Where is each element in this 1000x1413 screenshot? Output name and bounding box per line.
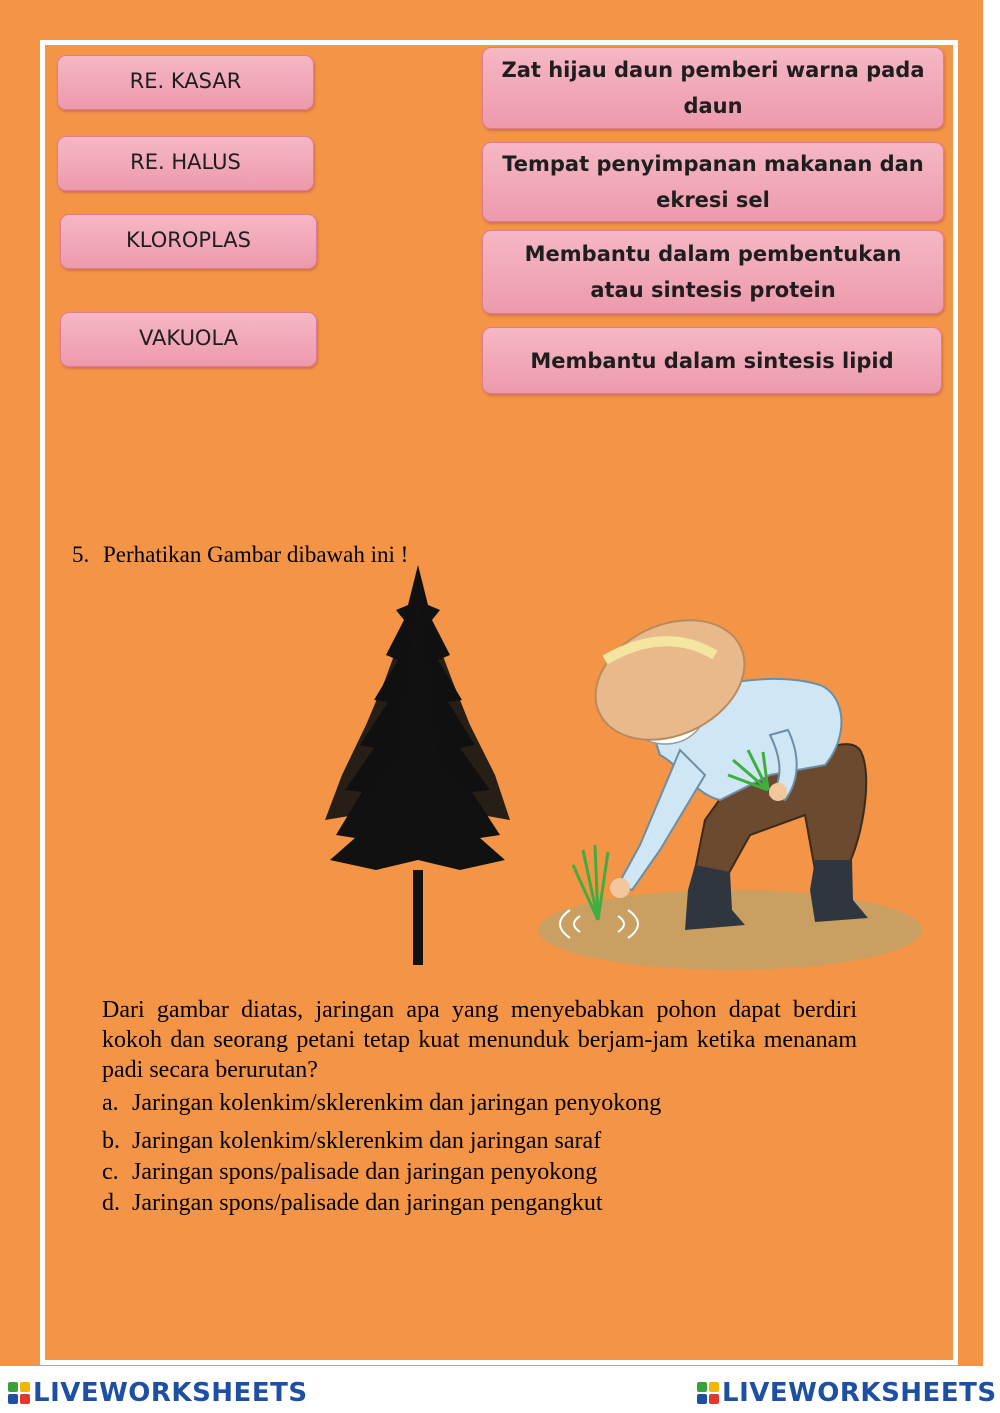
option-d[interactable] xyxy=(102,1188,603,1218)
question-text: Dari gambar diatas, jaringan apa yang menyebabkan pohon dapat berdiri kokoh dan seorang petani tetap kuat menunduk berjam-jam ketika menanam padi secara berurutan? xyxy=(102,997,857,1083)
option-label: a. xyxy=(102,1090,119,1116)
term-re-kasar[interactable]: RE. KASAR xyxy=(57,55,314,110)
option-b[interactable] xyxy=(102,1126,601,1156)
brand-left-text: LIVEWORKSHEETS xyxy=(33,1378,308,1408)
liveworksheets-logo-icon xyxy=(697,1382,719,1404)
option-label: b. xyxy=(102,1128,120,1154)
option-text: Jaringan kolenkim/sklerenkim dan jaringan penyokong xyxy=(132,1090,662,1116)
option-label: c. xyxy=(102,1159,119,1185)
brand-right-text: LIVEWORKSHEETS xyxy=(722,1378,997,1408)
term-kloroplas[interactable]: KLOROPLAS xyxy=(60,214,317,269)
page-edge-strip xyxy=(983,0,1000,1366)
brand-right[interactable] xyxy=(697,1378,997,1408)
pine-tree-silhouette xyxy=(325,565,510,965)
option-text: Jaringan spons/palisade dan jaringan penyokong xyxy=(132,1159,598,1185)
brand-left[interactable] xyxy=(8,1378,308,1408)
definition-vakuola[interactable]: Tempat penyimpanan makanan dan ekresi sel xyxy=(482,142,944,222)
question-illustration xyxy=(300,560,940,980)
farmer-figure xyxy=(573,597,868,930)
question-title-text: Perhatikan Gambar dibawah ini ! xyxy=(103,542,409,567)
term-re-halus[interactable]: RE. HALUS xyxy=(57,136,314,191)
option-a[interactable] xyxy=(102,1088,661,1118)
option-text: Jaringan spons/palisade dan jaringan pengangkut xyxy=(132,1190,603,1216)
liveworksheets-logo-icon xyxy=(8,1382,30,1404)
option-c[interactable] xyxy=(102,1157,597,1187)
definition-sintesis-protein[interactable]: Membantu dalam pembentukan atau sintesis protein xyxy=(482,230,944,314)
option-label: d. xyxy=(102,1190,120,1216)
term-vakuola[interactable]: VAKUOLA xyxy=(60,312,317,367)
option-text: Jaringan kolenkim/sklerenkim dan jaringan saraf xyxy=(132,1128,602,1154)
definition-klorofil[interactable]: Zat hijau daun pemberi warna pada daun xyxy=(482,47,944,129)
definition-sintesis-lipid[interactable]: Membantu dalam sintesis lipid xyxy=(482,327,942,394)
question-number: 5. xyxy=(72,542,90,567)
